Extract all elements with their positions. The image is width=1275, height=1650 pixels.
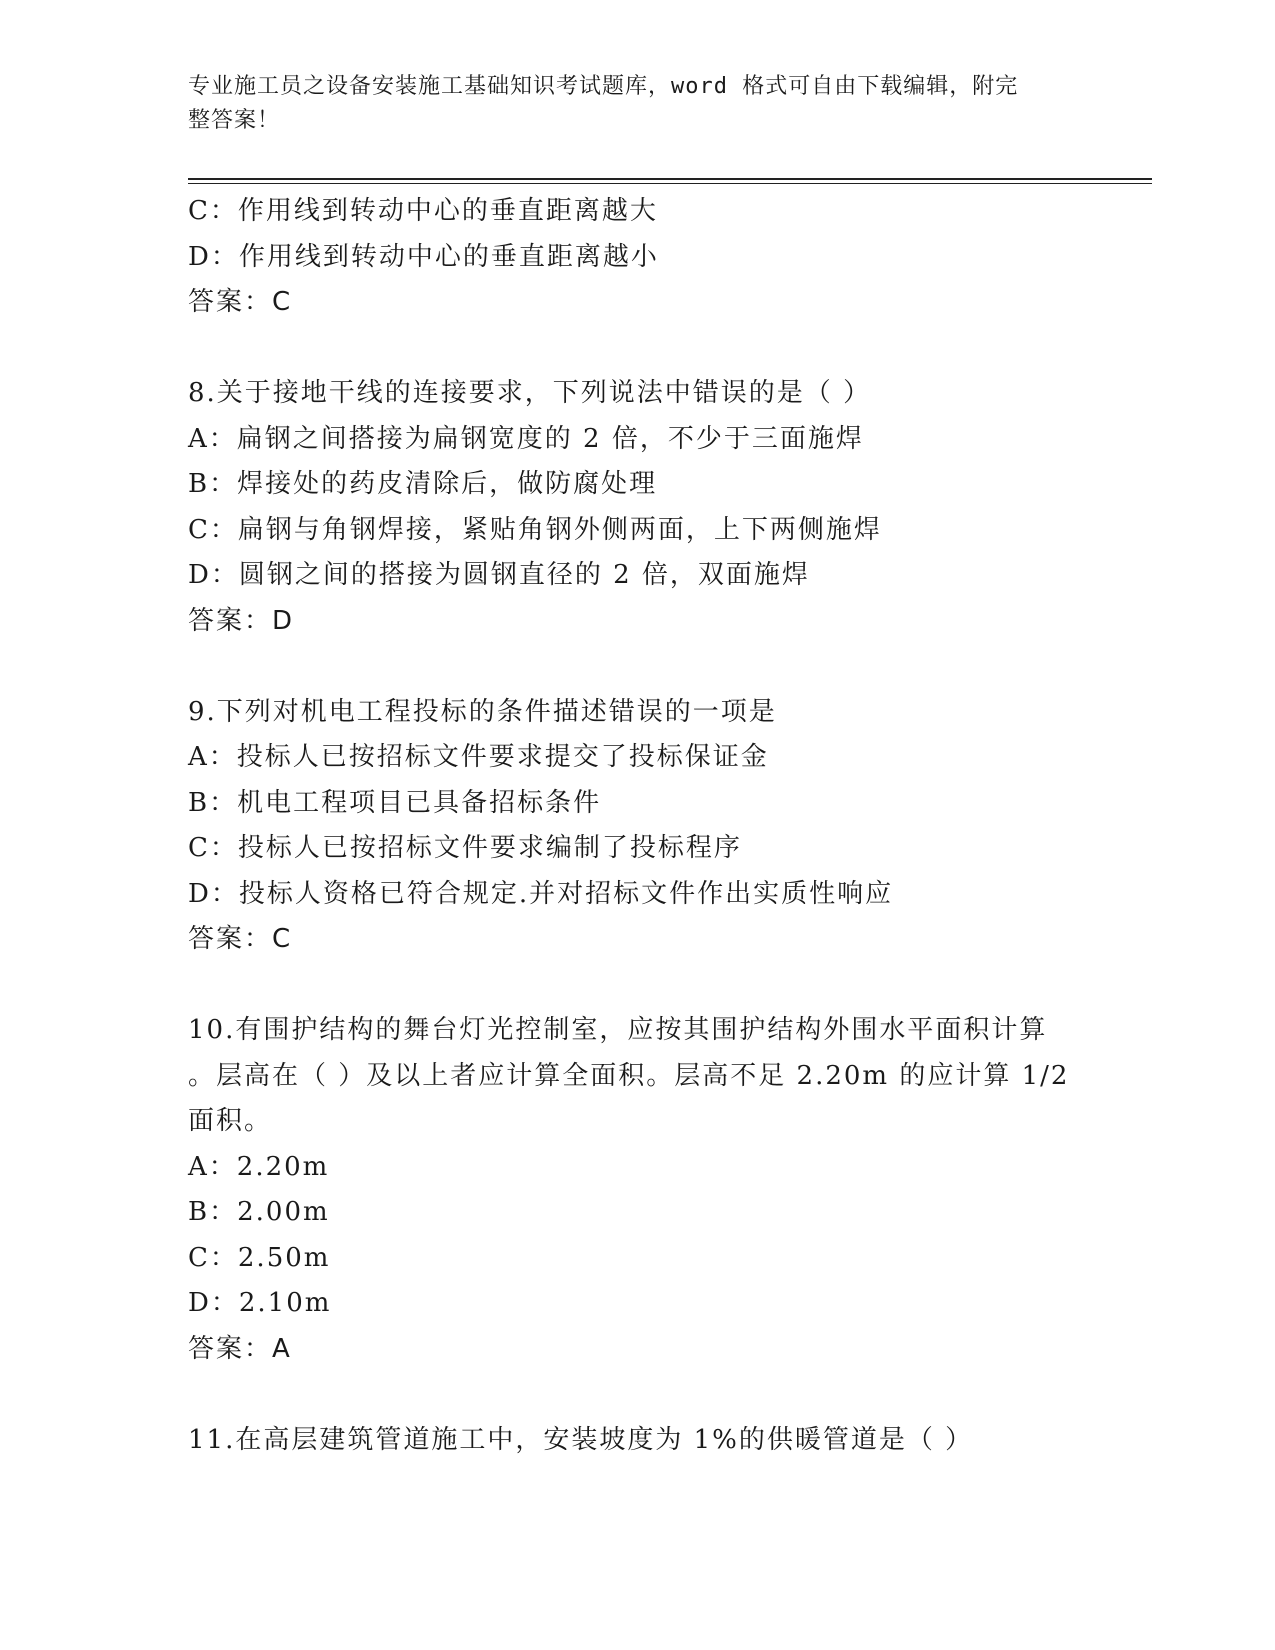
question-text: 11.在高层建筑管道施工中，安装坡度为 1%的供暖管道是（ ） — [188, 1424, 974, 1455]
header-rule-thin — [188, 183, 1152, 184]
option-a: A：扁钢之间搭接为扁钢宽度的 2 倍，不少于三面施焊 — [188, 423, 864, 454]
question-block-8 — [188, 371, 1088, 644]
option-b: B：2.00m — [188, 1197, 330, 1227]
question-text: 9.下列对机电工程投标的条件描述错误的一项是 — [188, 696, 777, 727]
question-block-7 — [188, 189, 1088, 326]
header-line-2: 整答案！ — [188, 108, 281, 133]
option-c: C：扁钢与角钢焊接，紧贴角钢外侧两面，上下两侧施焊 — [188, 514, 882, 545]
option-c: C：作用线到转动中心的垂直距离越大 — [188, 196, 658, 226]
option-b: B：机电工程项目已具备招标条件 — [188, 787, 602, 818]
option-d: D：作用线到转动中心的垂直距离越小 — [188, 241, 659, 272]
question-text: 8.关于接地干线的连接要求，下列说法中错误的是（ ） — [188, 378, 872, 408]
option-d: D：投标人资格已符合规定.并对招标文件作出实质性响应 — [188, 878, 894, 909]
option-a: A：2.20m — [188, 1151, 330, 1182]
option-a: A：投标人已按招标文件要求提交了投标保证金 — [188, 742, 769, 772]
document-body — [188, 189, 1088, 1463]
spacer — [188, 326, 1088, 372]
answer: 答案：C — [188, 287, 293, 317]
question-text-line-1: 10.有围护结构的舞台灯光控制室，应按其围护结构外围水平面积计算 — [188, 1015, 1048, 1045]
question-text-line-2: 。层高在（ ）及以上者应计算全面积。层高不足 2.20m 的应计算 1/2 — [188, 1060, 1070, 1091]
answer: 答案：A — [188, 1333, 292, 1364]
question-block-11 — [188, 1418, 1088, 1464]
option-c: C：投标人已按招标文件要求编制了投标程序 — [188, 833, 742, 863]
option-d: D：圆钢之间的搭接为圆钢直径的 2 倍，双面施焊 — [188, 560, 810, 590]
spacer — [188, 963, 1088, 1009]
header-rule-thick — [188, 178, 1152, 180]
option-c: C：2.50m — [188, 1242, 331, 1273]
spacer — [188, 1372, 1088, 1418]
spacer — [188, 644, 1088, 690]
option-b: B：焊接处的药皮清除后，做防腐处理 — [188, 469, 658, 499]
answer: 答案：C — [188, 924, 293, 954]
question-block-9 — [188, 690, 1088, 963]
question-block-10 — [188, 1008, 1088, 1372]
option-d: D：2.10m — [188, 1288, 332, 1318]
header-line-1: 专业施工员之设备安装施工基础知识考试题库，word 格式可自由下载编辑，附完 — [188, 74, 1019, 99]
answer: 答案：D — [188, 605, 295, 636]
document-header — [188, 70, 1088, 138]
question-text-line-3: 面积。 — [188, 1106, 273, 1136]
